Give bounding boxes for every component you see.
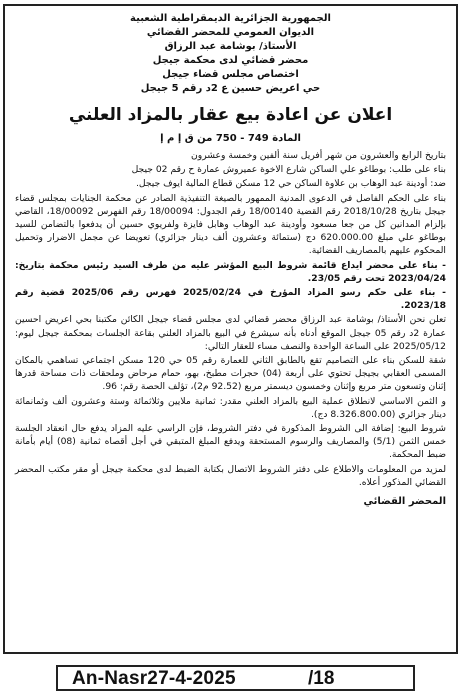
paragraph-award-ruling: - بناء على حكم رسو المزاد المؤرخ في 2025/02/24 فهرس رقم 2025/06 قضية رقم 2023/18. — [15, 287, 446, 312]
header-line-bailiff-name: الأستاذ/ بوشامة عبد الرزاق — [164, 41, 297, 52]
paragraph-date: بتاريخ الرابع والعشرون من شهر أفريل سنة ألفين وخمسة وعشرون — [191, 150, 446, 161]
paragraph-base-price: و الثمن الاساسي لانطلاق عملية البيع بالمزاد العلني مقدر: ثمانية ملايين وثلاثمائة وستة وعشرون ألف وثمانمائة دينار جزائري (8.326.800.00 دج). — [15, 395, 446, 420]
paragraph-property-description: شقة للسكن بناء على التصاميم تقع بالطابق الثاني للعمارة رقم 05 حي 120 مسكن اجتماعي تساهمي بالمكان المسمى العقابي بجيجل تحتوي على أربعة (04) حجرات مطبخ، بهو، حمام مرحاض وملحقات ذات مساحة قدرها إثنان وتسعون متر مربع وإثنان وخمسون ديسمتر مربع (92.52 م2)، تؤلف الحصة رقم: 96. — [15, 355, 446, 393]
announcement-title: اعلان عن اعادة بيع عقار بالمزاد العلني — [68, 105, 393, 125]
header-line-republic: الجمهورية الجزائرية الديمقراطية الشعبية — [130, 13, 331, 24]
page-footer — [0, 656, 463, 699]
page-number: /18 — [308, 668, 335, 689]
header-block — [15, 12, 446, 96]
header-line-jurisdiction: اختصاص مجلس قضاء جيجل — [162, 69, 299, 80]
legal-article-reference: المادة 749 - 750 من ق إ م إ — [160, 133, 301, 144]
publication-date-label: An-Nasr27-4-2025 — [72, 668, 236, 689]
header-line-office: الديوان العمومي للمحضر القضائي — [146, 27, 315, 38]
signature-label: المحضر القضائي — [363, 496, 446, 508]
paragraph-judgment: بناء على الحكم الفاصل في الدعوى المدنية الممهور بالصيغة التنفيذية الصادر عن محكمة الجنايات بمجلس قضاء جيجل بتاريخ 2018/10/28 رقم القضية 18/00140 رقم الجدول: 18/00094 رقم الفهرس 18/00092، القاضي بإلزام المدانين كل من جعا مسعود وأودينة عبد الوهاب وهابل فايزة ولفريوي حسين أن يدفعوا بالتضامن للسيد بوطاغو علي مبلغ 620.000.00 دج (ستمائة وعشرون ألف دينار جزائري) تعويضا عن مجمل الاضرار وتحميل المحكوم عليهم بالمصاريف القضائية. — [15, 192, 446, 257]
paragraph-defendant: ضد: أودينة عبد الوهاب بن علاوة الساكن حي 12 مسكن قطاع المالية ايوف جيجل. — [135, 178, 446, 190]
paragraph-contact-info: لمزيد من المعلومات والاطلاع على دفتر الشروط الاتصال بكتابة الضبط لدى محكمة جيجل أو مقر مكتب المحضر القضائي المذكور أعلاه. — [15, 463, 446, 488]
paragraph-requester: بناء على طلب: بوطاغو علي الساكن شارع الاخوة عميروش عمارة ح رقم 02 جيجل — [131, 164, 446, 176]
footer-box — [56, 665, 415, 691]
paragraph-conditions-deposit: - بناء على محضر ايداع قائمة شروط البيع المؤشر عليه من طرف السيد رئيس محكمة بتاريخ: 2023/04/24 تحت رقم 23/05. — [15, 259, 446, 284]
paragraph-sale-conditions: شروط البيع: إضافة الى الشروط المذكورة في دفتر الشروط، فإن الراسي عليه المزاد يدفع حال انعقاد الجلسة خمس الثمن (5/1) والمصاريف والرسوم المستحقة ويدفع المبلغ المتبقي في أجل أقصاه ثمانية (08) أيام بأمانة ضبط المحكمة. — [15, 423, 446, 461]
paragraph-sale-notice: تعلن نحن الأستاذ/ بوشامة عبد الرزاق محضر قضائي لدى مجلس قضاء جيجل الكائن مكتبنا بحي اعريض احسين عمارة 2د رقم 05 جيجل الموقع أدناه بأنه سيشرع في البيع بالمزاد العلني بقاعة الجلسات بمحكمة جيجل ليوم: 2025/05/12 على الساعة الواحدة والنصف مساء للعقار التالي: — [15, 314, 447, 352]
header-line-court: محضر قضائي لدى محكمة جيجل — [152, 55, 309, 66]
header-line-address: حي اعريض حسين ع 2د رقم 5 جيجل — [140, 83, 321, 94]
announcement-content — [15, 12, 446, 648]
announcement-frame — [3, 4, 458, 654]
